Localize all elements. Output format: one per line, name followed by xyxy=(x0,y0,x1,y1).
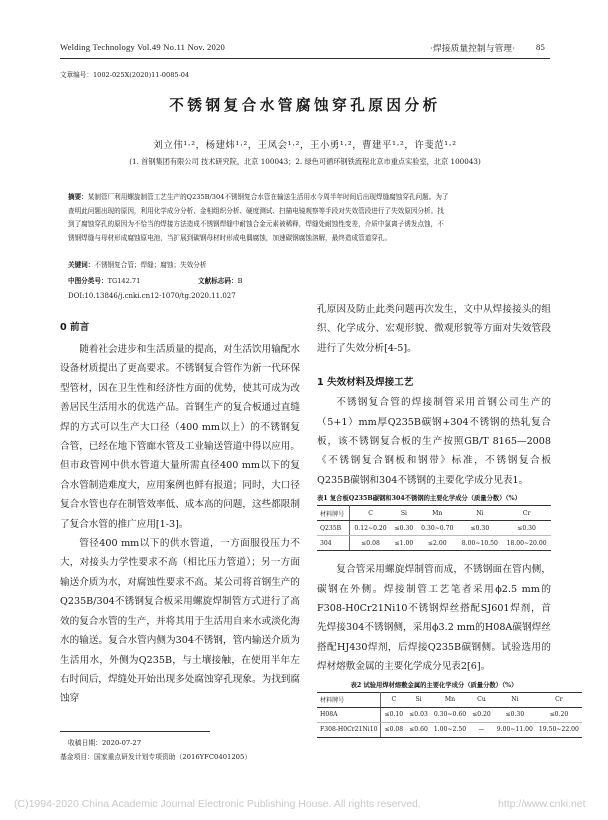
header-rule xyxy=(60,58,550,59)
table-row xyxy=(317,521,551,536)
running-header-section: ·焊接质量控制与管理· xyxy=(430,43,516,53)
table-cell: 0.12~0.20 xyxy=(350,521,391,536)
table-cell: 19.50~22.00 xyxy=(536,722,582,737)
table-header-cell: Mn xyxy=(431,692,469,707)
table1 xyxy=(317,505,551,551)
abstract-line: 到了腐蚀穿孔的原因为不恰当的焊接方法造成不锈钢焊缝中耐蚀合金元素被稀释，焊缝处耐蚀性变差，介质中氯离子诱发点蚀，不 xyxy=(68,220,444,228)
table-header-row xyxy=(317,692,582,707)
abstract-line: 锈钢焊缝与母材形成腐蚀原电池，当扩展到碳钢母材时形成电偶腐蚀，加速碳钢腐蚀溶解，最终造成管道穿孔。 xyxy=(68,233,392,242)
table-header-cell: Cr xyxy=(502,506,551,521)
table-cell: ≤0.20 xyxy=(469,707,494,722)
table-header-row xyxy=(317,506,551,521)
table-header-cell: Cu xyxy=(469,692,494,707)
cnki-url-watermark: http://www.cnki.net xyxy=(498,798,586,810)
intro-paragraph-1: 随着社会进步和生活质量的提高，对生活饮用输配水设备材质提出了更高要求。不锈钢复合管作为新一代环保型管材，因在卫生性和经济性方面的优势，使其可成为改善居民生活用水的优选产品。首钢生产的复合板通过直缝焊的方式可以生产大口径（400 mm以上）的不锈钢复合管，已经在地下管廊水管及工业输送管道中得以应用。但市政管网中供水管道大量所需直径400 mm以下的复合水管制造难度大，应用案例也鲜有报道；同时，大口径复合水管也存在制管效率低、成本高的问题，这些都限制了复合水管的推广应用[1-3]。 xyxy=(60,344,300,530)
table-row xyxy=(317,707,582,722)
page-number: 85 xyxy=(536,42,545,52)
authors: 刘立伟¹·²，杨建炜¹·²，王凤会¹·²，王小勇¹·²，曹建平¹·²，许斐范¹·² xyxy=(153,140,457,151)
table-cell: — xyxy=(469,722,494,737)
article-number: 文章编号：1002-025X(2020)11-0085-04 xyxy=(60,71,190,79)
table-header-cell: Ni xyxy=(494,692,536,707)
keywords-text: 不锈钢复合管；焊缝；腐蚀；失效分析 xyxy=(94,261,207,269)
materials-paragraph-1: 不锈钢复合管的焊接制管采用首钢公司生产的（5+1）mm厚Q235B碳钢+304不锈钢的热轧复合板，该不锈钢复合板的生产按照GB/T 8165—2008《不锈钢复合钢板和钢带》标准，不锈钢复合板Q235B碳钢和304不锈钢的主要化学成分见表1。 xyxy=(317,397,551,486)
fund-project: 基金项目：国家重点研发计划专项资助（2016YFC0401205） xyxy=(60,753,252,761)
table-header-cell: Cr xyxy=(536,692,582,707)
table-cell: ≤0.08 xyxy=(350,536,391,551)
clc-label: 中图分类号： xyxy=(68,277,108,285)
table-cell: ≤0.03 xyxy=(406,707,431,722)
table-header-cell: Ni xyxy=(458,506,503,521)
table-row xyxy=(317,722,582,737)
table-cell: H08A xyxy=(317,707,381,722)
clc-value: TG142.71 xyxy=(107,277,141,285)
table-header-cell: Si xyxy=(406,692,431,707)
table-cell: 0.30~0.70 xyxy=(417,521,458,536)
table-cell: 0.30~0.60 xyxy=(431,707,469,722)
table-cell: ≤0.30 xyxy=(458,521,503,536)
table-cell: ≤0.60 xyxy=(406,722,431,737)
table-cell: 1.00~2.50 xyxy=(431,722,469,737)
table-header-cell: Mn xyxy=(417,506,458,521)
table-cell: ≤2.00 xyxy=(417,536,458,551)
table2 xyxy=(317,692,582,738)
intro-paragraph-2: 管径400 mm以下的供水管道，一方面服役压力不大，对接头力学性要求不高（相比压力管道）；另一方面输送介质为水，对腐蚀性要求不高。某公司将首钢生产的Q235B/304不锈钢复合板采用螺旋焊制管方式进行了高效的复合水管的生产，并将其用于生活用自来水或淡化海水的输送。复合水管内侧为304不锈钢，管内输送介质为生活用水，外侧为Q235B，与土壤接触，在使用半年左右时间后，焊缝处开始出现多处腐蚀穿孔现象。为找到腐蚀穿 xyxy=(60,538,300,705)
section-heading-intro: 0 前言 xyxy=(60,322,90,333)
abstract xyxy=(68,191,548,245)
left-column xyxy=(60,318,300,709)
table-cell: ≤1.00 xyxy=(391,536,417,551)
footnote-rule xyxy=(60,731,210,732)
running-header-journal: Welding Technology Vol.49 No.11 Nov. 2020 xyxy=(60,42,226,52)
table-cell: ≤0.08 xyxy=(381,722,406,737)
received-date: 收稿日期：2020-07-27 xyxy=(68,739,142,747)
table2-caption: 表2 试验用焊材熔敷金属的主要化学成分（质量分数）（%） xyxy=(350,681,518,689)
table-header-cell: 材料牌号 xyxy=(317,506,350,521)
table-header-cell: Si xyxy=(391,506,417,521)
abstract-line: 某制管厂利用螺旋制管工艺生产的Q235B/304不锈钢复合水管在输送生活用水今周半年时间后出现焊缝腐蚀穿孔问题。为了 xyxy=(87,193,449,201)
article-title: 不锈钢复合水管腐蚀穿孔原因分析 xyxy=(169,97,441,114)
table-cell: ≤0.30 xyxy=(494,707,536,722)
table-cell: Q235B xyxy=(317,521,350,536)
copyright-watermark: (C)1994-2020 China Academic Journal Electronic Publishing House. All rights reserved. xyxy=(14,798,421,810)
materials-paragraph-2: 复合管采用螺旋焊制管而成，不锈钢面在管内侧，碳钢在外侧。焊接制管工艺笔者采用ϕ2.5 mm的F308-H0Cr21Ni10不锈钢焊丝搭配SJ601焊剂，首先焊接304不锈钢侧，采用ϕ3.2 mm的H08A碳钢焊丝搭配HJ430焊剂，后焊接Q235B碳钢侧。试验选用的焊材熔敷金属的主要化学成分见表2[6]。 xyxy=(317,564,551,673)
document-code xyxy=(198,275,242,289)
keywords-label: 关键词： xyxy=(68,261,95,269)
table-cell: 18.00~20.00 xyxy=(502,536,551,551)
doc-code-label: 文献标志码： xyxy=(198,277,238,285)
table-cell: ≤0.30 xyxy=(502,521,551,536)
abstract-line: 查明此问题出现的原因，利用化学成分分析、金相组织分析、硬度测试、扫描电镜观察等手段对失效管段进行了失效原因分析。找 xyxy=(68,206,444,215)
affiliation: (1. 首钢集团有限公司 技术研究院，北京 100043；2. 绿色可循环钢铁流程北京市重点实验室，北京 100043) xyxy=(129,157,481,166)
table-row xyxy=(317,536,551,551)
doi: DOI:10.13846/j.cnki.cn12-1070/tg.2020.11.027 xyxy=(68,292,236,300)
table-cell: ≤0.30 xyxy=(391,521,417,536)
doc-code-value: B xyxy=(237,277,243,285)
table-cell: ≤0.20 xyxy=(536,707,582,722)
table-cell: ≤0.10 xyxy=(381,707,406,722)
table-cell: 8.00~10.50 xyxy=(458,536,503,551)
table-header-cell: 材料牌号 xyxy=(317,692,381,707)
clc-number xyxy=(68,275,140,289)
table-cell: F308-H0Cr21Ni10 xyxy=(317,722,381,737)
keywords xyxy=(68,259,206,273)
right-column xyxy=(317,300,579,738)
table-cell: 304 xyxy=(317,536,350,551)
section-heading-materials: 1 失效材料及焊接工艺 xyxy=(317,377,414,389)
table-cell: 9.00~11.00 xyxy=(494,722,536,737)
table-header-cell: C xyxy=(381,692,406,707)
table-header-cell: C xyxy=(350,506,391,521)
paragraph-continued: 孔原因及防止此类问题再次发生，文中从焊接接头的组织、化学成分、宏观形貌、微观形貌等方面对失效管段进行了失效分析[4-5]。 xyxy=(317,304,551,354)
abstract-label: 摘要： xyxy=(68,193,88,201)
table1-caption: 表1 复合板Q235B碳钢和304不锈钢的主要化学成分（质量分数）（%） xyxy=(317,495,521,503)
